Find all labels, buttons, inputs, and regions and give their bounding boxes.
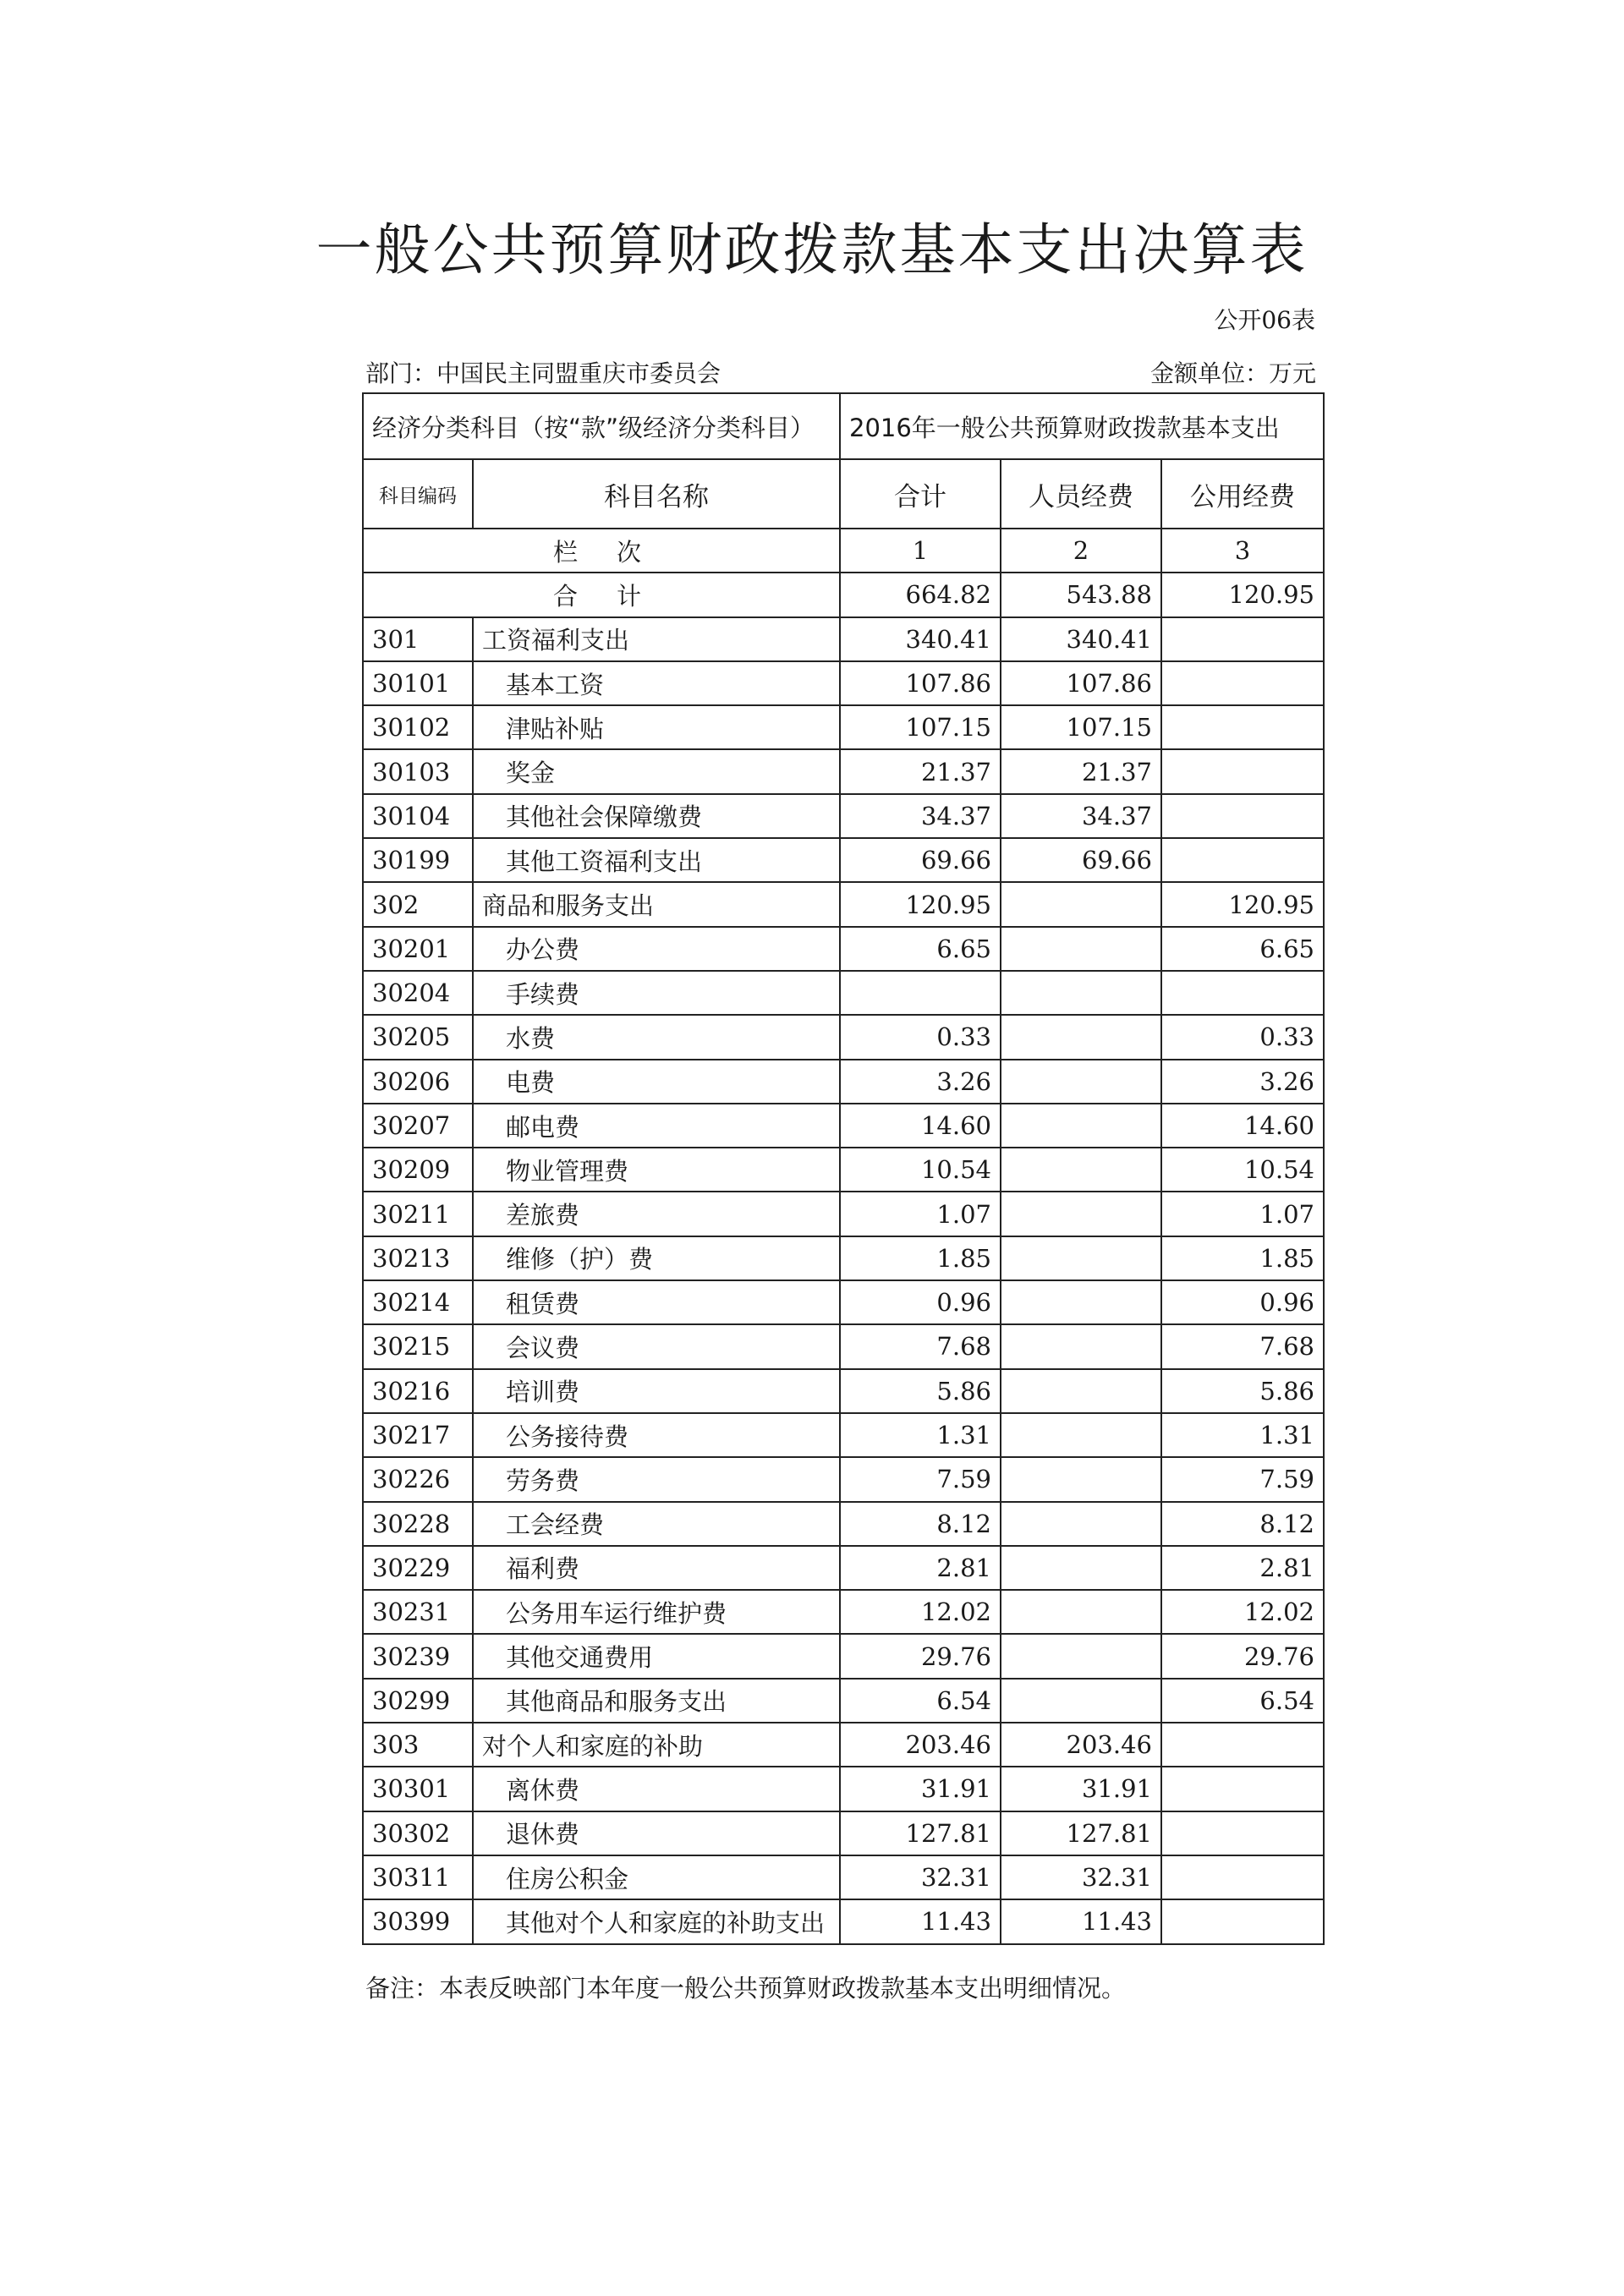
row-personnel bbox=[1001, 1324, 1161, 1368]
row-public: 120.95 bbox=[1161, 882, 1324, 926]
row-public: 14.60 bbox=[1161, 1104, 1324, 1148]
row-code: 30103 bbox=[363, 749, 473, 793]
row-total: 127.81 bbox=[840, 1811, 1001, 1855]
column-number-label: 栏次 bbox=[363, 529, 840, 573]
row-code: 30215 bbox=[363, 1324, 473, 1368]
row-code: 30239 bbox=[363, 1634, 473, 1678]
row-total: 7.68 bbox=[840, 1324, 1001, 1368]
row-code: 30217 bbox=[363, 1413, 473, 1457]
row-personnel: 203.46 bbox=[1001, 1723, 1161, 1767]
row-code: 30301 bbox=[363, 1767, 473, 1811]
row-code: 30228 bbox=[363, 1502, 473, 1546]
row-public: 0.33 bbox=[1161, 1015, 1324, 1059]
header-personnel: 人员经费 bbox=[1001, 459, 1161, 529]
row-code: 30311 bbox=[363, 1855, 473, 1899]
row-name: 商品和服务支出 bbox=[473, 882, 840, 926]
row-code: 30299 bbox=[363, 1679, 473, 1723]
row-personnel bbox=[1001, 971, 1161, 1015]
row-name: 公务接待费 bbox=[473, 1413, 840, 1457]
row-total: 12.02 bbox=[840, 1590, 1001, 1634]
row-personnel: 127.81 bbox=[1001, 1811, 1161, 1855]
table-row bbox=[363, 1767, 1324, 1811]
table-row bbox=[363, 1192, 1324, 1236]
row-personnel: 31.91 bbox=[1001, 1767, 1161, 1811]
row-public bbox=[1161, 749, 1324, 793]
row-total: 69.66 bbox=[840, 838, 1001, 882]
row-personnel bbox=[1001, 1104, 1161, 1148]
row-code: 30399 bbox=[363, 1899, 473, 1943]
row-public: 2.81 bbox=[1161, 1546, 1324, 1590]
row-total: 8.12 bbox=[840, 1502, 1001, 1546]
row-name: 邮电费 bbox=[473, 1104, 840, 1148]
row-total: 5.86 bbox=[840, 1369, 1001, 1413]
row-name: 其他社会保障缴费 bbox=[473, 794, 840, 838]
table-row bbox=[363, 661, 1324, 705]
row-public: 3.26 bbox=[1161, 1060, 1324, 1104]
header-name: 科目名称 bbox=[473, 459, 840, 529]
table-row bbox=[363, 927, 1324, 971]
row-personnel: 11.43 bbox=[1001, 1899, 1161, 1943]
row-name: 津贴补贴 bbox=[473, 705, 840, 749]
row-code: 30206 bbox=[363, 1060, 473, 1104]
row-total: 2.81 bbox=[840, 1546, 1001, 1590]
row-total: 10.54 bbox=[840, 1148, 1001, 1192]
row-public: 6.54 bbox=[1161, 1679, 1324, 1723]
row-public: 7.68 bbox=[1161, 1324, 1324, 1368]
table-row bbox=[363, 749, 1324, 793]
row-personnel bbox=[1001, 1590, 1161, 1634]
column-number-2: 2 bbox=[1001, 529, 1161, 573]
total-label: 合计 bbox=[363, 573, 840, 616]
row-public: 10.54 bbox=[1161, 1148, 1324, 1192]
row-name: 水费 bbox=[473, 1015, 840, 1059]
row-name: 差旅费 bbox=[473, 1192, 840, 1236]
row-total: 32.31 bbox=[840, 1855, 1001, 1899]
row-name: 电费 bbox=[473, 1060, 840, 1104]
table-row bbox=[363, 1280, 1324, 1324]
row-public: 1.31 bbox=[1161, 1413, 1324, 1457]
table-row bbox=[363, 1324, 1324, 1368]
row-personnel bbox=[1001, 1369, 1161, 1413]
table-row bbox=[363, 794, 1324, 838]
table-row bbox=[363, 1236, 1324, 1280]
table-row bbox=[363, 1899, 1324, 1943]
column-number-1: 1 bbox=[840, 529, 1001, 573]
table-row bbox=[363, 1502, 1324, 1546]
table-row bbox=[363, 1679, 1324, 1723]
row-personnel: 340.41 bbox=[1001, 617, 1161, 661]
header-public: 公用经费 bbox=[1161, 459, 1324, 529]
row-total bbox=[840, 971, 1001, 1015]
header-total: 合计 bbox=[840, 459, 1001, 529]
row-total: 1.07 bbox=[840, 1192, 1001, 1236]
row-name: 会议费 bbox=[473, 1324, 840, 1368]
row-public: 1.07 bbox=[1161, 1192, 1324, 1236]
row-code: 30201 bbox=[363, 927, 473, 971]
row-public bbox=[1161, 705, 1324, 749]
table-row bbox=[363, 838, 1324, 882]
row-code: 30216 bbox=[363, 1369, 473, 1413]
row-personnel bbox=[1001, 1015, 1161, 1059]
row-personnel: 32.31 bbox=[1001, 1855, 1161, 1899]
row-name: 办公费 bbox=[473, 927, 840, 971]
row-total: 0.96 bbox=[840, 1280, 1001, 1324]
amount-unit-label: 金额单位：万元 bbox=[1149, 359, 1316, 387]
row-public bbox=[1161, 838, 1324, 882]
table-row bbox=[363, 1590, 1324, 1634]
table-row bbox=[363, 1457, 1324, 1501]
row-personnel bbox=[1001, 882, 1161, 926]
row-personnel: 21.37 bbox=[1001, 749, 1161, 793]
table-row bbox=[363, 971, 1324, 1015]
table-row bbox=[363, 1104, 1324, 1148]
table-row bbox=[363, 1369, 1324, 1413]
row-total: 120.95 bbox=[840, 882, 1001, 926]
row-code: 30229 bbox=[363, 1546, 473, 1590]
total-personnel: 543.88 bbox=[1001, 573, 1161, 616]
row-name: 其他对个人和家庭的补助支出 bbox=[473, 1899, 840, 1943]
table-row bbox=[363, 1723, 1324, 1767]
table-row bbox=[363, 1015, 1324, 1059]
table-row bbox=[363, 1546, 1324, 1590]
row-code: 30213 bbox=[363, 1236, 473, 1280]
row-name: 对个人和家庭的补助 bbox=[473, 1723, 840, 1767]
row-personnel bbox=[1001, 1457, 1161, 1501]
row-personnel bbox=[1001, 1502, 1161, 1546]
row-total: 203.46 bbox=[840, 1723, 1001, 1767]
table-row bbox=[363, 1060, 1324, 1104]
row-name: 奖金 bbox=[473, 749, 840, 793]
row-public: 12.02 bbox=[1161, 1590, 1324, 1634]
table-row bbox=[363, 1634, 1324, 1678]
row-public bbox=[1161, 971, 1324, 1015]
row-total: 31.91 bbox=[840, 1767, 1001, 1811]
row-name: 工资福利支出 bbox=[473, 617, 840, 661]
row-total: 11.43 bbox=[840, 1899, 1001, 1943]
table-row bbox=[363, 1148, 1324, 1192]
row-code: 303 bbox=[363, 1723, 473, 1767]
row-public bbox=[1161, 1899, 1324, 1943]
table-row bbox=[363, 1413, 1324, 1457]
row-name: 劳务费 bbox=[473, 1457, 840, 1501]
row-public: 1.85 bbox=[1161, 1236, 1324, 1280]
row-public bbox=[1161, 1811, 1324, 1855]
header-code: 科目编码 bbox=[363, 459, 473, 529]
row-total: 1.31 bbox=[840, 1413, 1001, 1457]
row-total: 14.60 bbox=[840, 1104, 1001, 1148]
row-personnel bbox=[1001, 1060, 1161, 1104]
row-name: 离休费 bbox=[473, 1767, 840, 1811]
row-code: 30302 bbox=[363, 1811, 473, 1855]
row-code: 30226 bbox=[363, 1457, 473, 1501]
row-personnel: 34.37 bbox=[1001, 794, 1161, 838]
row-total: 21.37 bbox=[840, 749, 1001, 793]
total-public: 120.95 bbox=[1161, 573, 1324, 616]
page-title: 一般公共预算财政拨款基本支出决算表 bbox=[315, 217, 1309, 282]
row-code: 30101 bbox=[363, 661, 473, 705]
row-name: 租赁费 bbox=[473, 1280, 840, 1324]
row-code: 301 bbox=[363, 617, 473, 661]
row-total: 7.59 bbox=[840, 1457, 1001, 1501]
row-name: 退休费 bbox=[473, 1811, 840, 1855]
row-personnel bbox=[1001, 1546, 1161, 1590]
row-total: 1.85 bbox=[840, 1236, 1001, 1280]
row-name: 维修（护）费 bbox=[473, 1236, 840, 1280]
row-total: 340.41 bbox=[840, 617, 1001, 661]
row-total: 6.65 bbox=[840, 927, 1001, 971]
row-total: 107.15 bbox=[840, 705, 1001, 749]
expenditure-table bbox=[362, 392, 1325, 1945]
row-name: 其他工资福利支出 bbox=[473, 838, 840, 882]
row-code: 30231 bbox=[363, 1590, 473, 1634]
row-personnel bbox=[1001, 1192, 1161, 1236]
row-name: 物业管理费 bbox=[473, 1148, 840, 1192]
row-total: 3.26 bbox=[840, 1060, 1001, 1104]
column-number-3: 3 bbox=[1161, 529, 1324, 573]
row-code: 30102 bbox=[363, 705, 473, 749]
footnote: 备注：本表反映部门本年度一般公共预算财政拨款基本支出明细情况。 bbox=[365, 1974, 1127, 2003]
total-row bbox=[363, 573, 1324, 616]
row-personnel bbox=[1001, 1280, 1161, 1324]
row-name: 工会经费 bbox=[473, 1502, 840, 1546]
row-name: 公务用车运行维护费 bbox=[473, 1590, 840, 1634]
table-row bbox=[363, 705, 1324, 749]
row-personnel: 69.66 bbox=[1001, 838, 1161, 882]
row-total: 0.33 bbox=[840, 1015, 1001, 1059]
total-total: 664.82 bbox=[840, 573, 1001, 616]
row-name: 福利费 bbox=[473, 1546, 840, 1590]
row-public bbox=[1161, 1767, 1324, 1811]
row-code: 30211 bbox=[363, 1192, 473, 1236]
column-number-row bbox=[363, 529, 1324, 573]
row-public bbox=[1161, 617, 1324, 661]
header-group-row bbox=[363, 393, 1324, 459]
row-personnel bbox=[1001, 1679, 1161, 1723]
row-public: 8.12 bbox=[1161, 1502, 1324, 1546]
row-code: 302 bbox=[363, 882, 473, 926]
header-budget-2016: 2016年一般公共预算财政拨款基本支出 bbox=[840, 393, 1324, 459]
row-personnel bbox=[1001, 1634, 1161, 1678]
row-total: 29.76 bbox=[840, 1634, 1001, 1678]
row-name: 其他商品和服务支出 bbox=[473, 1679, 840, 1723]
row-public bbox=[1161, 661, 1324, 705]
row-public bbox=[1161, 1723, 1324, 1767]
row-name: 其他交通费用 bbox=[473, 1634, 840, 1678]
row-name: 培训费 bbox=[473, 1369, 840, 1413]
table-row bbox=[363, 1855, 1324, 1899]
row-code: 30204 bbox=[363, 971, 473, 1015]
row-total: 34.37 bbox=[840, 794, 1001, 838]
row-code: 30209 bbox=[363, 1148, 473, 1192]
row-code: 30199 bbox=[363, 838, 473, 882]
row-total: 6.54 bbox=[840, 1679, 1001, 1723]
department-label: 部门：中国民主同盟重庆市委员会 bbox=[365, 359, 721, 387]
header-columns-row bbox=[363, 459, 1324, 529]
form-number: 公开06表 bbox=[1214, 306, 1315, 334]
table-body bbox=[363, 393, 1324, 1944]
row-name: 基本工资 bbox=[473, 661, 840, 705]
row-public bbox=[1161, 794, 1324, 838]
table-row bbox=[363, 617, 1324, 661]
row-personnel bbox=[1001, 927, 1161, 971]
row-public: 6.65 bbox=[1161, 927, 1324, 971]
row-personnel bbox=[1001, 1148, 1161, 1192]
row-public: 7.59 bbox=[1161, 1457, 1324, 1501]
row-public bbox=[1161, 1855, 1324, 1899]
row-public: 29.76 bbox=[1161, 1634, 1324, 1678]
row-personnel: 107.15 bbox=[1001, 705, 1161, 749]
row-code: 30207 bbox=[363, 1104, 473, 1148]
row-public: 0.96 bbox=[1161, 1280, 1324, 1324]
row-public: 5.86 bbox=[1161, 1369, 1324, 1413]
table-row bbox=[363, 1811, 1324, 1855]
row-personnel bbox=[1001, 1236, 1161, 1280]
row-code: 30104 bbox=[363, 794, 473, 838]
table-row bbox=[363, 882, 1324, 926]
row-personnel: 107.86 bbox=[1001, 661, 1161, 705]
row-name: 手续费 bbox=[473, 971, 840, 1015]
row-code: 30205 bbox=[363, 1015, 473, 1059]
header-econ-class: 经济分类科目（按“款”级经济分类科目） bbox=[363, 393, 840, 459]
row-code: 30214 bbox=[363, 1280, 473, 1324]
row-name: 住房公积金 bbox=[473, 1855, 840, 1899]
row-personnel bbox=[1001, 1413, 1161, 1457]
row-total: 107.86 bbox=[840, 661, 1001, 705]
